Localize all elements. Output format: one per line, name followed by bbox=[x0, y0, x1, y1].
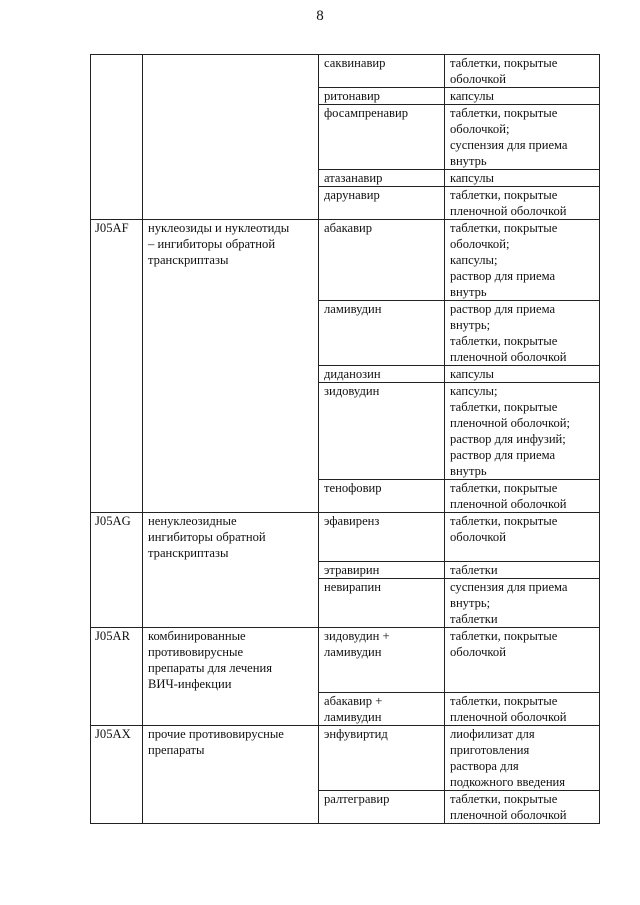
table-row bbox=[91, 513, 600, 562]
dosage-form-cell: таблетки, покрытые оболочкой bbox=[445, 513, 600, 562]
drug-name-cell: тенофовир bbox=[319, 480, 445, 513]
drug-name-cell: невирапин bbox=[319, 579, 445, 628]
drug-name-cell: саквинавир bbox=[319, 55, 445, 88]
dosage-form-cell: лиофилизат для приготовления раствора для подкожного введения bbox=[445, 726, 600, 791]
atc-code-cell: J05AX bbox=[91, 726, 143, 824]
dosage-form-cell: таблетки, покрытые оболочкой bbox=[445, 628, 600, 693]
drug-name-cell: ралтегравир bbox=[319, 791, 445, 824]
atc-code-cell bbox=[91, 55, 143, 220]
atc-code-cell: J05AR bbox=[91, 628, 143, 726]
drug-name-cell: зидовудин bbox=[319, 383, 445, 480]
dosage-form-cell: таблетки, покрытые пленочной оболочкой bbox=[445, 187, 600, 220]
dosage-form-cell: капсулы; таблетки, покрытые пленочной оболочкой; раствор для инфузий; раствор для приема внутрь bbox=[445, 383, 600, 480]
group-name-cell: ненуклеозидные ингибиторы обратной транскриптазы bbox=[143, 513, 319, 628]
dosage-form-cell: капсулы bbox=[445, 170, 600, 187]
group-name-cell: прочие противовирусные препараты bbox=[143, 726, 319, 824]
table-row bbox=[91, 220, 600, 301]
dosage-form-cell: таблетки, покрытые оболочкой bbox=[445, 55, 600, 88]
drug-name-cell: этравирин bbox=[319, 562, 445, 579]
dosage-form-cell: суспензия для приема внутрь; таблетки bbox=[445, 579, 600, 628]
group-name-cell bbox=[143, 55, 319, 220]
dosage-form-cell: таблетки bbox=[445, 562, 600, 579]
dosage-form-cell: таблетки, покрытые пленочной оболочкой bbox=[445, 480, 600, 513]
drug-table bbox=[90, 54, 600, 824]
drug-name-cell: ритонавир bbox=[319, 88, 445, 105]
drug-name-cell: энфувиртид bbox=[319, 726, 445, 791]
group-name-cell: нуклеозиды и нуклеотиды – ингибиторы обратной транскриптазы bbox=[143, 220, 319, 513]
dosage-form-cell: таблетки, покрытые оболочкой; капсулы; раствор для приема внутрь bbox=[445, 220, 600, 301]
drug-name-cell: дарунавир bbox=[319, 187, 445, 220]
drug-name-cell: атазанавир bbox=[319, 170, 445, 187]
dosage-form-cell: капсулы bbox=[445, 88, 600, 105]
atc-code-cell: J05AG bbox=[91, 513, 143, 628]
group-name-cell: комбинированные противовирусные препараты для лечения ВИЧ-инфекции bbox=[143, 628, 319, 726]
atc-code-cell: J05AF bbox=[91, 220, 143, 513]
table-row bbox=[91, 628, 600, 693]
drug-name-cell: диданозин bbox=[319, 366, 445, 383]
drug-name-cell: ламивудин bbox=[319, 301, 445, 366]
drug-name-cell: абакавир + ламивудин bbox=[319, 693, 445, 726]
drug-name-cell: фосампренавир bbox=[319, 105, 445, 170]
dosage-form-cell: капсулы bbox=[445, 366, 600, 383]
drug-name-cell: абакавир bbox=[319, 220, 445, 301]
drug-name-cell: зидовудин + ламивудин bbox=[319, 628, 445, 693]
table-row bbox=[91, 55, 600, 88]
drug-name-cell: эфавиренз bbox=[319, 513, 445, 562]
dosage-form-cell: таблетки, покрытые пленочной оболочкой bbox=[445, 693, 600, 726]
dosage-form-cell: таблетки, покрытые оболочкой; суспензия для приема внутрь bbox=[445, 105, 600, 170]
page-number: 8 bbox=[316, 8, 324, 24]
dosage-form-cell: раствор для приема внутрь; таблетки, покрытые пленочной оболочкой bbox=[445, 301, 600, 366]
dosage-form-cell: таблетки, покрытые пленочной оболочкой bbox=[445, 791, 600, 824]
table-row bbox=[91, 726, 600, 791]
